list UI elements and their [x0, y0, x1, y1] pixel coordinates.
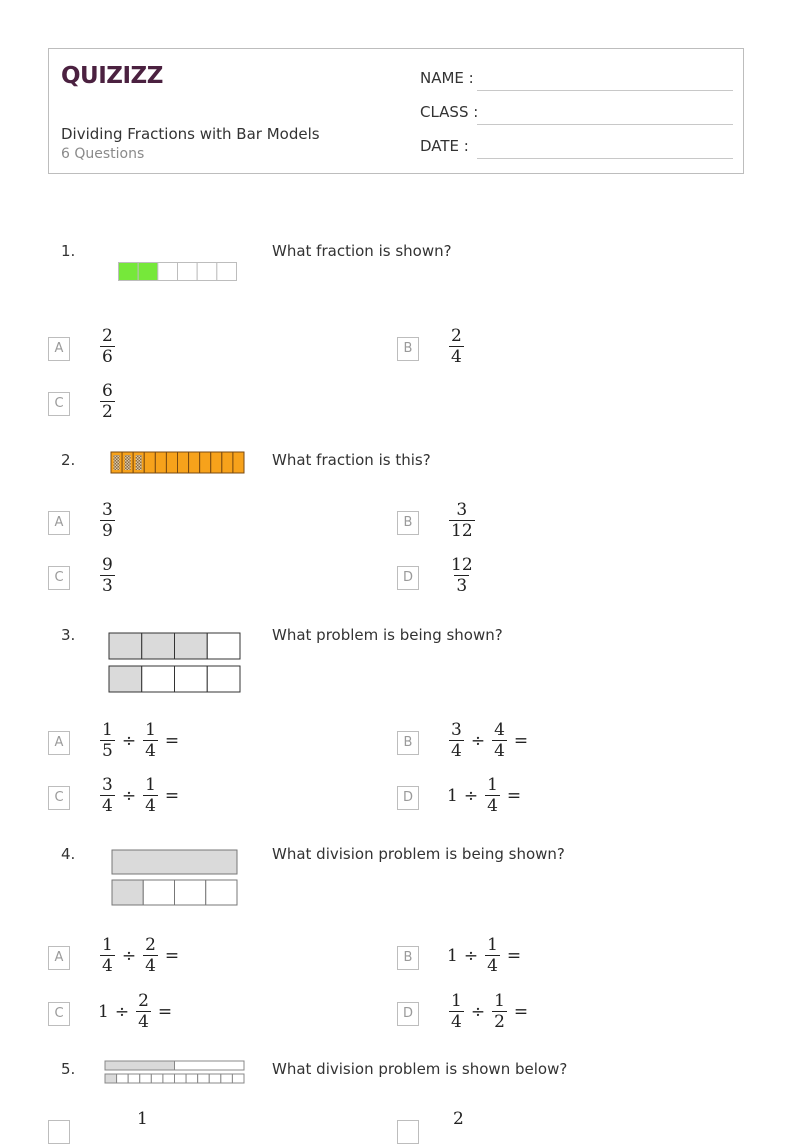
bar-cell-bottom [206, 880, 237, 905]
bar-cell-bottom [140, 1074, 152, 1083]
option-a-answer[interactable]: $\frac{1}{5}$ ÷ $\frac{1}{4}$ = [102, 720, 180, 761]
bar-cell-bottom [175, 880, 206, 905]
option-c-answer[interactable]: $\frac{6}{2}$ [102, 381, 113, 422]
bar-cell [155, 452, 166, 473]
bar-model-orange [110, 451, 246, 475]
bar-cell [222, 452, 233, 473]
bar-cell-top [112, 850, 237, 874]
bar-cell [178, 452, 189, 473]
option-a-answer[interactable]: $\frac{1}{4}$ ÷ $\frac{2}{4}$ = [102, 935, 180, 976]
bar-cell [158, 263, 178, 281]
option-d-answer[interactable]: $\frac{12}{3}$ [451, 555, 473, 596]
quizizz-logo [61, 57, 171, 91]
date-line[interactable] [477, 158, 733, 159]
bar-model-green [117, 261, 239, 283]
bar-cell [166, 452, 177, 473]
bar-cell-bottom [112, 880, 143, 905]
bar-cell-bottom [143, 880, 174, 905]
bar-cell-bottom [151, 1074, 163, 1083]
option-c-answer[interactable]: $\frac{3}{4}$ ÷ $\frac{1}{4}$ = [102, 775, 180, 816]
option-c-box[interactable]: C [48, 566, 70, 590]
option-b-box[interactable]: B [397, 511, 419, 535]
bar-cell [197, 263, 217, 281]
bar-cell-bottom [128, 1074, 140, 1083]
bar-cell-bottom [109, 666, 142, 692]
bar-cell [144, 452, 155, 473]
option-b-answer[interactable]: $\frac{3}{12}$ [451, 500, 473, 541]
question-text: What fraction is shown? [272, 242, 452, 260]
question-number: 1. [61, 242, 76, 260]
option-b-answer[interactable]: 2 [453, 1109, 464, 1129]
bar-model-double [108, 632, 242, 694]
question-text: What division problem is shown below? [272, 1060, 568, 1078]
svg-text:QUIZIZZ: QUIZIZZ [61, 63, 163, 89]
bar-cell [217, 263, 237, 281]
option-d-answer[interactable]: $\frac{1}{4}$ ÷ $\frac{1}{2}$ = [451, 991, 529, 1032]
option-c-answer[interactable]: 1 ÷ $\frac{2}{4}$ = [98, 991, 173, 1032]
bar-cell [211, 452, 222, 473]
hatched-cell [114, 455, 120, 470]
class-label: CLASS : [420, 103, 479, 121]
bar-cell-bottom [163, 1074, 175, 1083]
bar-cell-bottom [117, 1074, 129, 1083]
worksheet-title: Dividing Fractions with Bar Models [61, 125, 320, 143]
option-b-box[interactable] [397, 1120, 419, 1144]
question-number: 3. [61, 626, 76, 644]
option-a-box[interactable]: A [48, 946, 70, 970]
bar-cell-bottom [207, 666, 240, 692]
option-d-box[interactable]: D [397, 786, 419, 810]
option-c-box[interactable]: C [48, 1002, 70, 1026]
hatched-cell [136, 455, 142, 470]
question-text: What problem is being shown? [272, 626, 503, 644]
bar-cell [233, 452, 244, 473]
option-b-box[interactable]: B [397, 731, 419, 755]
name-line[interactable] [477, 90, 733, 91]
option-d-box[interactable]: D [397, 1002, 419, 1026]
bar-cell [119, 263, 139, 281]
option-b-box[interactable]: B [397, 337, 419, 361]
bar-cell-bottom [175, 1074, 187, 1083]
bar-cell-bottom [105, 1074, 117, 1083]
option-b-answer[interactable]: $\frac{3}{4}$ ÷ $\frac{4}{4}$ = [451, 720, 529, 761]
question-count: 6 Questions [61, 146, 145, 162]
bar-cell [200, 452, 211, 473]
bar-cell [189, 452, 200, 473]
bar-cell-bottom [175, 666, 208, 692]
bar-cell-bottom [232, 1074, 244, 1083]
bar-cell-bottom [198, 1074, 210, 1083]
option-c-answer[interactable]: $\frac{9}{3}$ [102, 555, 113, 596]
bar-cell [178, 263, 198, 281]
option-b-box[interactable]: B [397, 946, 419, 970]
option-a-box[interactable] [48, 1120, 70, 1144]
bar-cell-bottom [221, 1074, 233, 1083]
bar-cell-bottom [209, 1074, 221, 1083]
option-a-box[interactable]: A [48, 731, 70, 755]
bar-cell-top [105, 1061, 175, 1070]
question-text: What division problem is being shown? [272, 845, 565, 863]
option-a-answer[interactable]: $\frac{2}{6}$ [102, 326, 113, 367]
option-d-answer[interactable]: 1 ÷ $\frac{1}{4}$ = [447, 775, 522, 816]
option-c-box[interactable]: C [48, 392, 70, 416]
question-text: What fraction is this? [272, 451, 431, 469]
class-line[interactable] [477, 124, 733, 125]
option-c-box[interactable]: C [48, 786, 70, 810]
bar-cell-top [175, 633, 208, 659]
bar-cell-top [142, 633, 175, 659]
option-a-box[interactable]: A [48, 337, 70, 361]
bar-cell-bottom [186, 1074, 198, 1083]
hatched-cell [125, 455, 131, 470]
option-b-answer[interactable]: $\frac{2}{4}$ [451, 326, 462, 367]
bar-cell-top [109, 633, 142, 659]
question-number: 5. [61, 1060, 76, 1078]
option-a-answer[interactable]: 1 [137, 1109, 148, 1129]
date-label: DATE : [420, 137, 469, 155]
bar-cell-top [175, 1061, 245, 1070]
bar-model-double [104, 1060, 246, 1086]
bar-cell-bottom [142, 666, 175, 692]
option-a-box[interactable]: A [48, 511, 70, 535]
option-b-answer[interactable]: 1 ÷ $\frac{1}{4}$ = [447, 935, 522, 976]
worksheet-header [48, 48, 744, 174]
bar-cell [138, 263, 158, 281]
bar-cell-top [207, 633, 240, 659]
bar-model-double [111, 849, 239, 907]
question-number: 4. [61, 845, 76, 863]
option-d-box[interactable]: D [397, 566, 419, 590]
name-label: NAME : [420, 69, 474, 87]
option-a-answer[interactable]: $\frac{3}{9}$ [102, 500, 113, 541]
question-number: 2. [61, 451, 76, 469]
